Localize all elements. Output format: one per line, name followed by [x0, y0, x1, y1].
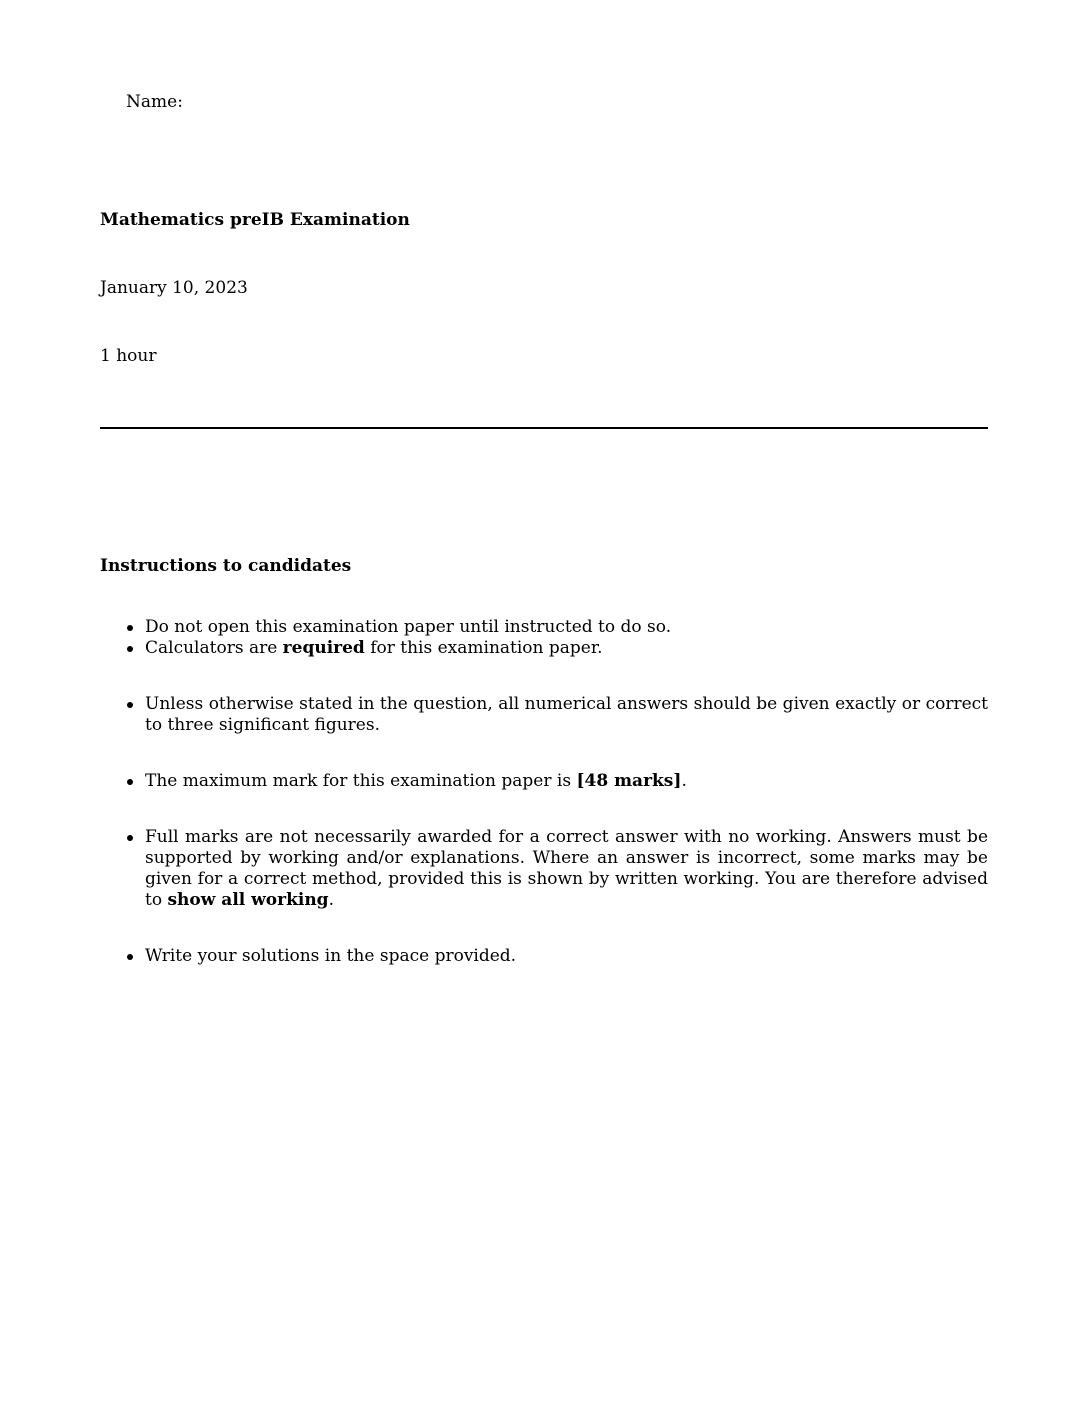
instruction-item [126, 827, 988, 911]
instruction-item [126, 694, 988, 736]
instruction-text: Calculators are [145, 638, 283, 658]
bullet-icon [127, 835, 133, 841]
instruction-emphasis: required [282, 638, 365, 658]
instruction-text: . [681, 771, 687, 791]
exam-title: Mathematics preIB Examination [100, 210, 410, 230]
instruction-text: Full marks are not necessarily awarded for a correct answer with no working. Answers must be supported by working and/or explanations. Where an answer is incorrect, some marks may be given for a correct method, provided this is shown by written working. You are therefore advised to [145, 827, 988, 910]
instruction-text: for this examination paper. [364, 638, 603, 658]
name-label: Name: [126, 92, 183, 112]
horizontal-divider [100, 427, 988, 429]
instructions-heading: Instructions to candidates [100, 556, 352, 576]
instruction-item [126, 617, 988, 638]
exam-date: January 10, 2023 [100, 278, 248, 298]
instruction-text: . [328, 890, 334, 910]
exam-duration: 1 hour [100, 346, 157, 366]
bullet-icon [127, 625, 133, 631]
bullet-icon [127, 954, 133, 960]
bullet-icon [127, 646, 133, 652]
instruction-emphasis: [48 marks] [576, 771, 682, 791]
instruction-item [126, 638, 988, 659]
instruction-text: The maximum mark for this examination paper is [145, 771, 577, 791]
instructions-list [126, 617, 988, 1002]
bullet-icon [127, 779, 133, 785]
bullet-icon [127, 702, 133, 708]
instruction-item [126, 771, 988, 792]
instruction-text: Unless otherwise stated in the question, all numerical answers should be given exactly or correct to three significant figures. [145, 694, 988, 735]
instruction-text: Write your solutions in the space provided. [145, 946, 517, 966]
instruction-item [126, 946, 988, 967]
instruction-emphasis: show all working [167, 890, 329, 910]
instruction-text: Do not open this examination paper until instructed to do so. [145, 617, 672, 637]
